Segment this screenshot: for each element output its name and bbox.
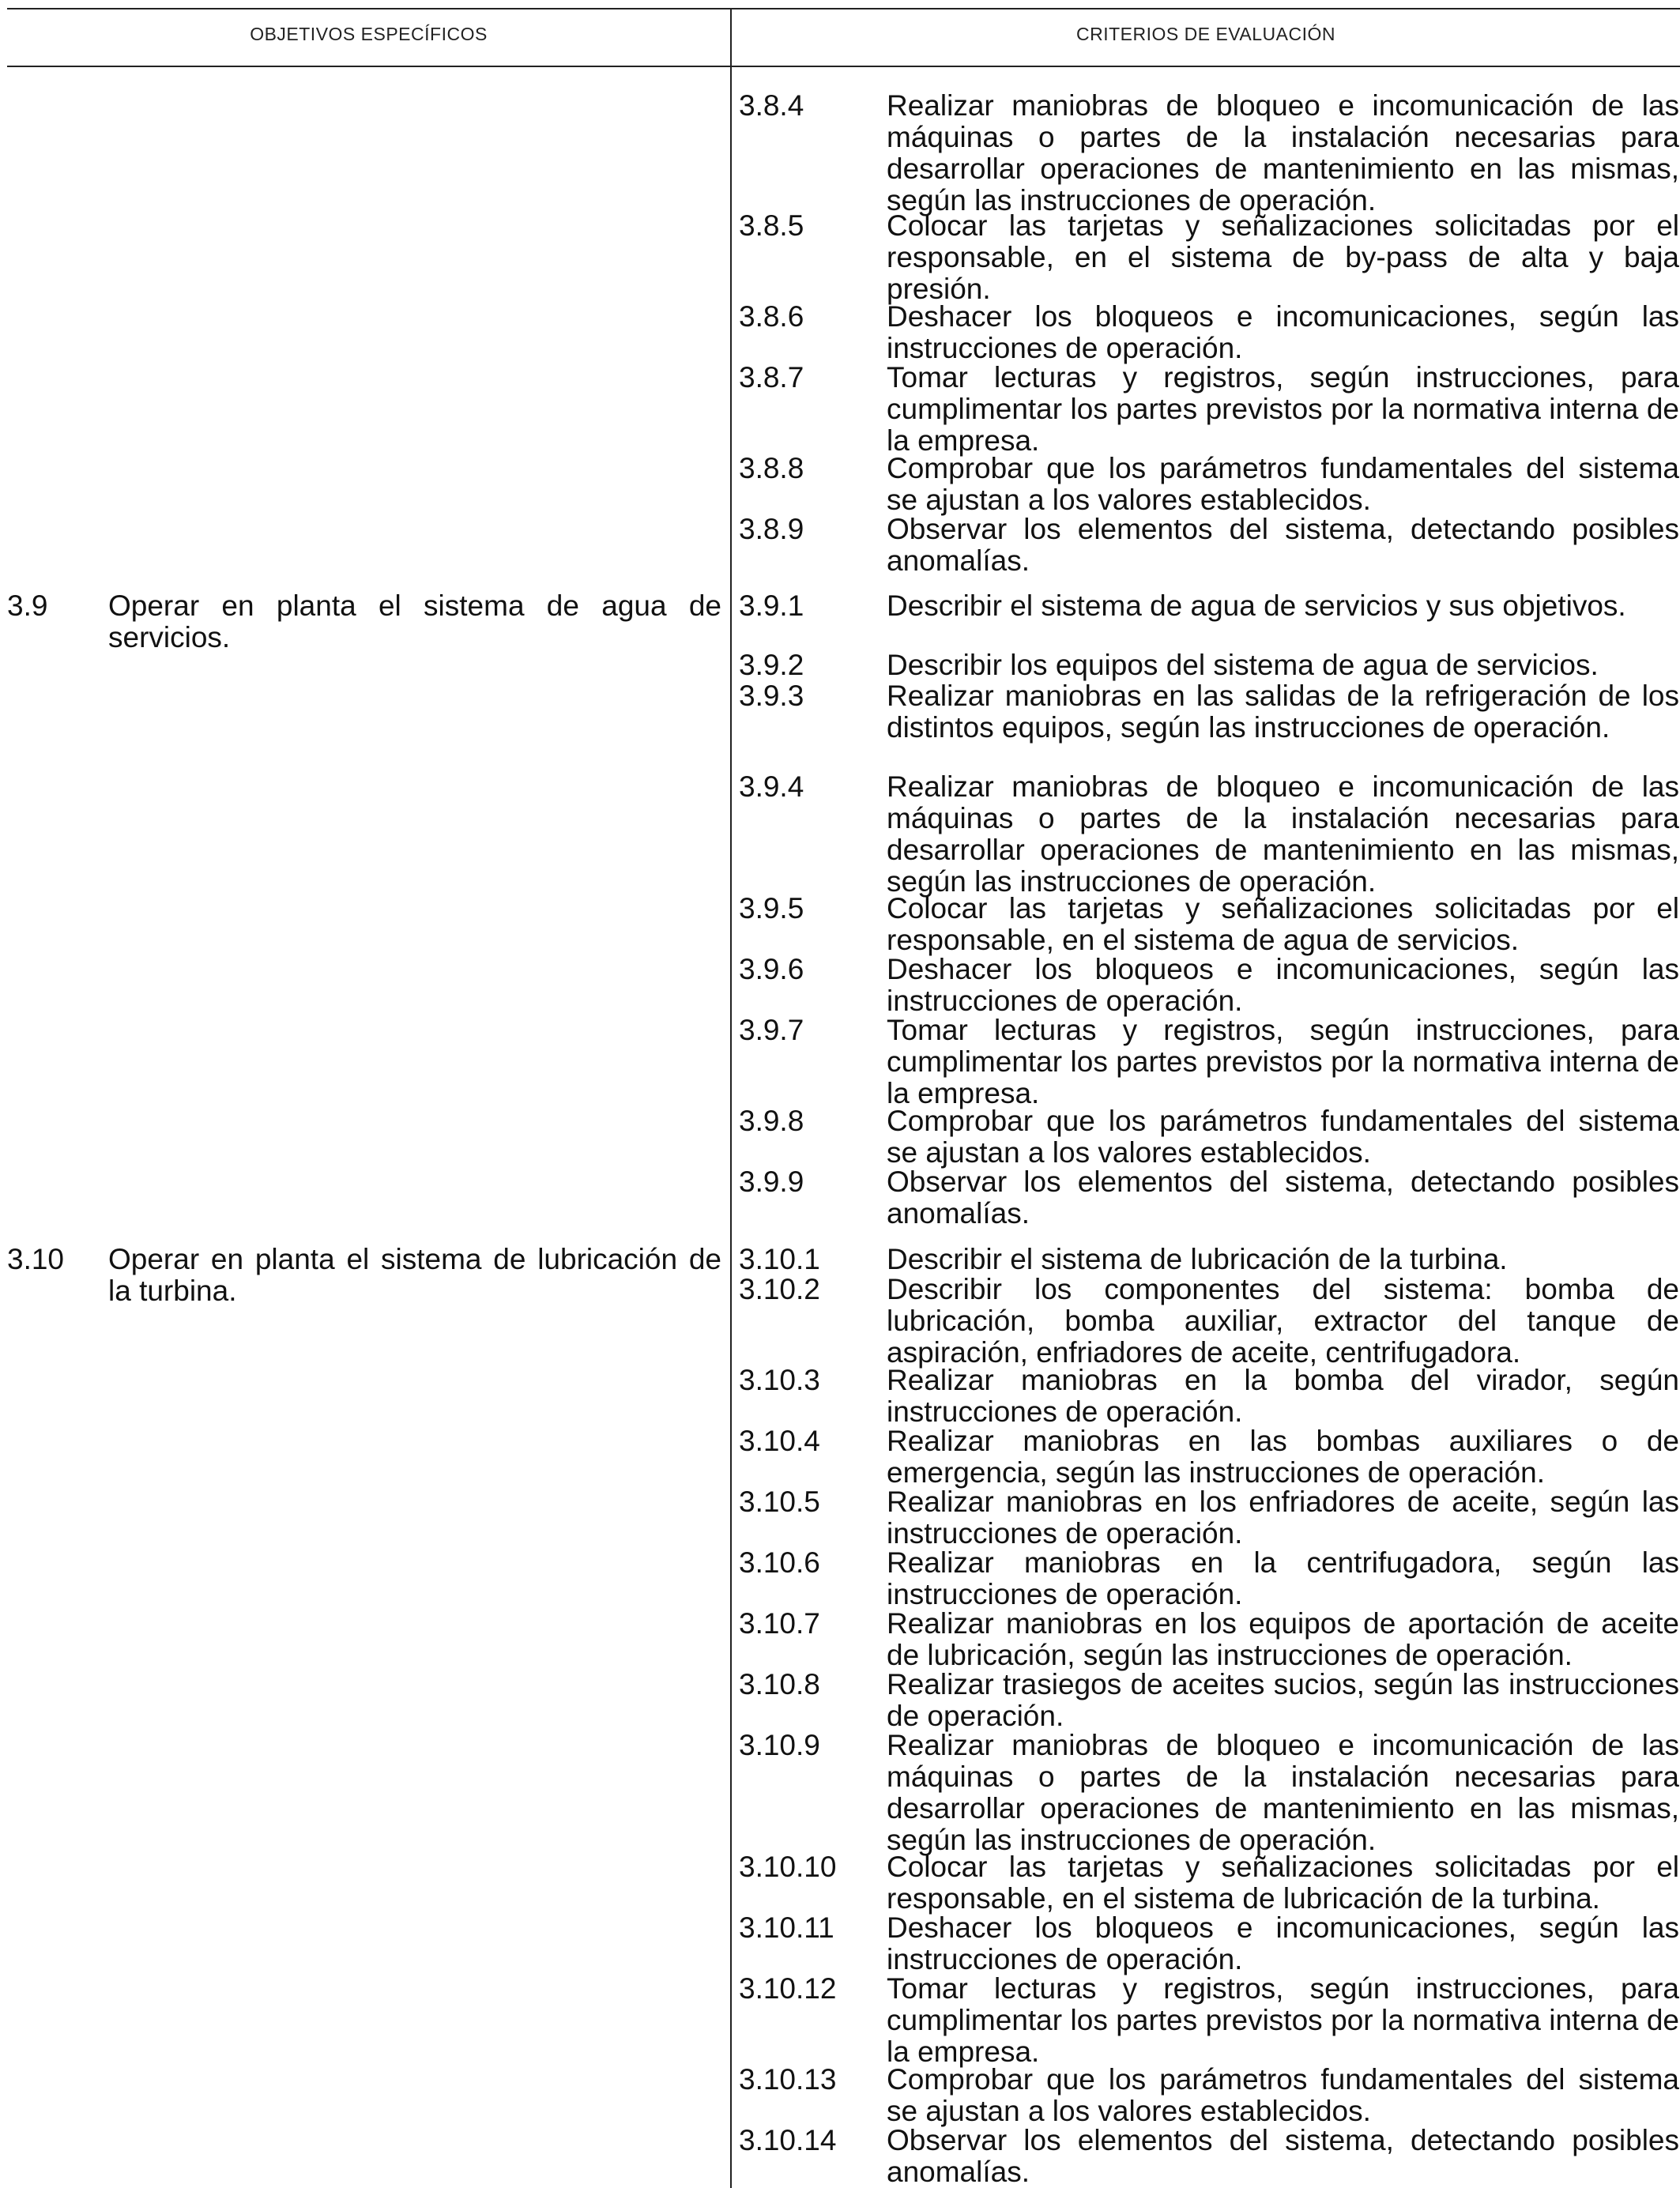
criterion-row <box>739 1105 1679 1169</box>
criterion-text: Realizar maniobras de bloqueo e incomunicación de las máquinas o partes de la instalación necesarias para desarrollar operaciones de mantenimiento en las mismas, según las instrucciones de operación. <box>887 770 1679 898</box>
criterion-text: Colocar las tarjetas y señalizaciones solicitadas por el responsable, en el sistema de lubricación de la turbina. <box>887 1851 1679 1915</box>
header-criterios: CRITERIOS DE EVALUACIÓN <box>1075 24 1336 44</box>
criterion-number: 3.10.11 <box>739 1911 834 1944</box>
criterion-text: Tomar lecturas y registros, según instrucciones, para cumplimentar los partes previstos por la normativa interna de la empresa. <box>887 1014 1679 1109</box>
criterion-text: Deshacer los bloqueos e incomunicaciones, según las instrucciones de operación. <box>887 1911 1679 1975</box>
objective-text: Operar en planta el sistema de lubricación de la turbina. <box>108 1243 721 1307</box>
criterion-number: 3.10.12 <box>739 1972 837 2005</box>
criterion-text: Realizar maniobras en la centrifugadora, según las instrucciones de operación. <box>887 1546 1679 1610</box>
criterion-text: Realizar maniobras en las salidas de la refrigeración de los distintos equipos, según las instrucciones de operación. <box>887 680 1679 744</box>
criterion-text: Observar los elementos del sistema, detectando posibles anomalías. <box>887 1166 1679 1230</box>
criterion-number: 3.9.8 <box>739 1105 804 1137</box>
criterion-row <box>739 1244 1679 1275</box>
criterion-text: Realizar trasiegos de aceites sucios, según las instrucciones de operación. <box>887 1668 1679 1732</box>
criterion-text: Realizar maniobras en las bombas auxiliares o de emergencia, según las instrucciones de operación. <box>887 1425 1679 1489</box>
criterion-text: Tomar lecturas y registros, según instrucciones, para cumplimentar los partes previstos por la normativa interna de la empresa. <box>887 1972 1679 2068</box>
criterion-row <box>739 1851 1679 1915</box>
criterion-number: 3.8.7 <box>739 361 804 394</box>
objective-row <box>7 590 721 653</box>
criterion-number: 3.8.4 <box>739 89 804 122</box>
criterion-text: Observar los elementos del sistema, detectando posibles anomalías. <box>887 2124 1679 2188</box>
criterion-row <box>739 1274 1679 1369</box>
criterion-text: Comprobar que los parámetros fundamentales del sistema se ajustan a los valores establecidos. <box>887 452 1679 516</box>
criterion-row <box>739 893 1679 956</box>
criterion-number: 3.10.1 <box>739 1243 820 1275</box>
criterion-row <box>739 1912 1679 1975</box>
objective-text: Operar en planta el sistema de agua de servicios. <box>108 589 721 653</box>
criterion-text: Describir los componentes del sistema: bomba de lubricación, bomba auxiliar, extractor del tanque de aspiración, enfriadores de aceite, centrifugadora. <box>887 1273 1679 1369</box>
criterion-number: 3.8.9 <box>739 513 804 545</box>
criterion-number: 3.9.1 <box>739 589 804 622</box>
criterion-number: 3.9.3 <box>739 680 804 712</box>
criterion-row <box>739 650 1679 681</box>
criterion-text: Colocar las tarjetas y señalizaciones solicitadas por el responsable, en el sistema de by-pass de alta y baja presión. <box>887 209 1679 305</box>
criterion-number: 3.10.14 <box>739 2124 837 2156</box>
criterion-text: Describir el sistema de lubricación de la turbina. <box>887 1243 1508 1275</box>
criterion-number: 3.10.3 <box>739 1364 820 1396</box>
criterion-row <box>739 1486 1679 1550</box>
criterion-number: 3.8.5 <box>739 209 804 242</box>
criterion-number: 3.10.10 <box>739 1851 837 1883</box>
criterion-row <box>739 590 1679 622</box>
criterion-text: Realizar maniobras en la bomba del virador, según instrucciones de operación. <box>887 1364 1679 1428</box>
criterion-row <box>739 1547 1679 1610</box>
criterion-text: Describir el sistema de agua de servicios y sus objetivos. <box>887 589 1626 622</box>
criterion-number: 3.10.7 <box>739 1607 820 1640</box>
criterion-number: 3.10.13 <box>739 2063 837 2096</box>
criterion-row <box>739 1669 1679 1732</box>
criterion-row <box>739 771 1679 898</box>
criterion-row <box>739 453 1679 516</box>
criterion-number: 3.8.6 <box>739 300 804 333</box>
criterion-number: 3.9.6 <box>739 953 804 985</box>
criterion-number: 3.10.8 <box>739 1668 820 1700</box>
criterion-row <box>739 954 1679 1017</box>
criterion-row <box>739 362 1679 457</box>
criterion-number: 3.10.9 <box>739 1729 820 1761</box>
criterion-row <box>739 1365 1679 1428</box>
criterion-row <box>739 2064 1679 2127</box>
criterion-row <box>739 1166 1679 1230</box>
criterion-row <box>739 1015 1679 1109</box>
header-objetivos: OBJETIVOS ESPECÍFICOS <box>250 24 488 44</box>
criterion-text: Realizar maniobras de bloqueo e incomunicación de las máquinas o partes de la instalación necesarias para desarrollar operaciones de mantenimiento en las mismas, según las instrucciones de operación. <box>887 89 1679 217</box>
criterion-text: Tomar lecturas y registros, según instrucciones, para cumplimentar los partes previstos por la normativa interna de la empresa. <box>887 361 1679 457</box>
criterion-text: Realizar maniobras de bloqueo e incomunicación de las máquinas o partes de la instalación necesarias para desarrollar operaciones de mantenimiento en las mismas, según las instrucciones de operación. <box>887 1729 1679 1856</box>
criterion-number: 3.9.5 <box>739 892 804 925</box>
criterion-row <box>739 210 1679 305</box>
criterion-row <box>739 2125 1679 2188</box>
criterion-number: 3.10.2 <box>739 1273 820 1305</box>
criterion-text: Deshacer los bloqueos e incomunicaciones, según las instrucciones de operación. <box>887 953 1679 1017</box>
criterion-text: Observar los elementos del sistema, detectando posibles anomalías. <box>887 513 1679 577</box>
criterion-row <box>739 1973 1679 2068</box>
criterion-text: Comprobar que los parámetros fundamentales del sistema se ajustan a los valores establecidos. <box>887 1105 1679 1169</box>
objective-number: 3.10 <box>7 1243 65 1275</box>
objective-number: 3.9 <box>7 589 48 622</box>
criterion-row <box>739 1730 1679 1856</box>
table-header-rule <box>7 66 1680 67</box>
criterion-text: Describir los equipos del sistema de agua de servicios. <box>887 649 1599 681</box>
criterion-row <box>739 1608 1679 1671</box>
criterion-number: 3.10.6 <box>739 1546 820 1579</box>
criterion-text: Comprobar que los parámetros fundamentales del sistema se ajustan a los valores establecidos. <box>887 2063 1679 2127</box>
table-top-rule <box>7 8 1680 9</box>
criterion-row <box>739 514 1679 577</box>
criterion-number: 3.9.4 <box>739 770 804 803</box>
criterion-number: 3.10.5 <box>739 1486 820 1518</box>
criterion-row <box>739 1425 1679 1489</box>
criterion-text: Realizar maniobras en los enfriadores de aceite, según las instrucciones de operación. <box>887 1486 1679 1550</box>
criterion-text: Colocar las tarjetas y señalizaciones solicitadas por el responsable, en el sistema de agua de servicios. <box>887 892 1679 956</box>
criterion-number: 3.9.2 <box>739 649 804 681</box>
criterion-row <box>739 301 1679 364</box>
column-divider <box>730 8 732 2188</box>
criterion-number: 3.8.8 <box>739 452 804 484</box>
criterion-row <box>739 680 1679 744</box>
criterion-number: 3.9.9 <box>739 1166 804 1198</box>
criterion-text: Realizar maniobras en los equipos de aportación de aceite de lubricación, según las instrucciones de operación. <box>887 1607 1679 1671</box>
criterion-number: 3.10.4 <box>739 1425 820 1457</box>
objective-row <box>7 1244 721 1307</box>
criterion-row <box>739 90 1679 217</box>
criterion-number: 3.9.7 <box>739 1014 804 1046</box>
criterion-text: Deshacer los bloqueos e incomunicaciones, según las instrucciones de operación. <box>887 300 1679 364</box>
